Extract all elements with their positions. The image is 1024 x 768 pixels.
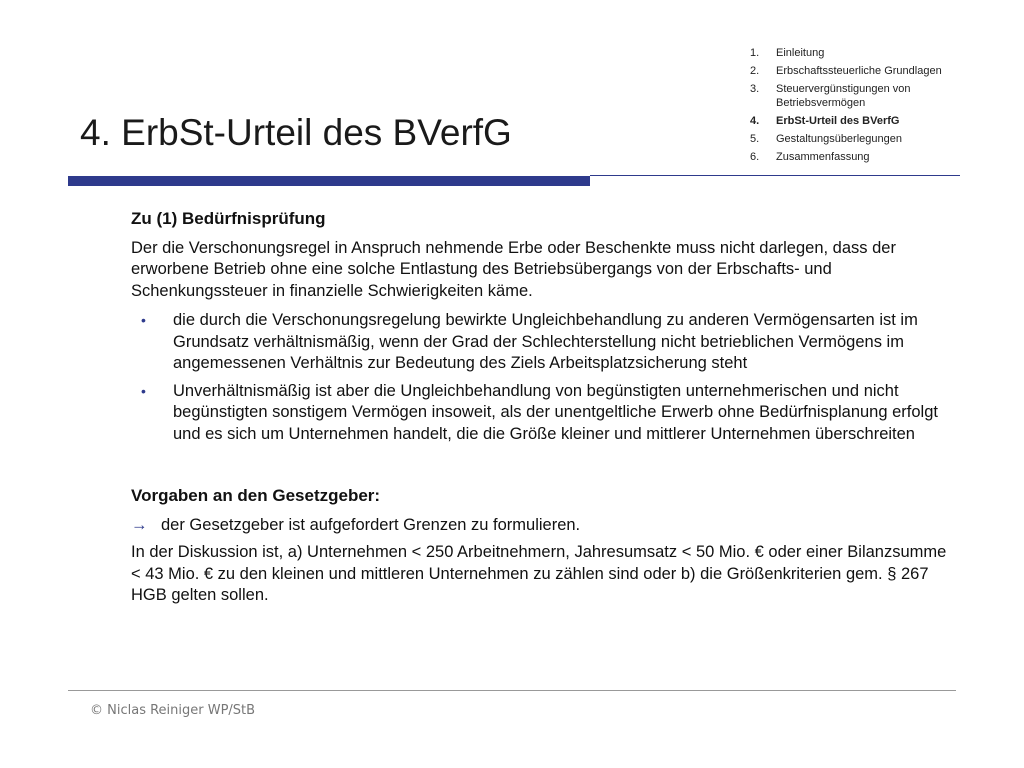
title-rule-bar xyxy=(68,176,590,186)
agenda-item-active xyxy=(750,114,960,128)
agenda-item-number: 2. xyxy=(750,65,760,77)
agenda-item-number: 1. xyxy=(750,47,760,59)
slide-title: 4. ErbSt-Urteil des BVerfG xyxy=(80,112,512,153)
agenda-item xyxy=(750,64,960,78)
agenda-item-label: Gestaltungsüberlegungen xyxy=(776,133,902,145)
agenda-item xyxy=(750,82,960,110)
agenda-item-label: Einleitung xyxy=(776,47,825,59)
section-paragraph: In der Diskussion ist, a) Unternehmen < 250 Arbeitnehmern, Jahresumsatz < 50 Mio. € oder einer Bilanzsumme < 43 Mio. € zu den kleinen und mittleren Unternehmen zu zählen sind oder b) die Größenkriterien gem. § 267 HGB gelten sollen. xyxy=(131,543,947,604)
agenda-item-label: Erbschaftssteuerliche Grundlagen xyxy=(776,65,942,77)
arrow-text: der Gesetzgeber ist aufgefordert Grenzen zu formulieren. xyxy=(161,515,581,534)
section-heading: Vorgaben an den Gesetzgeber: xyxy=(131,486,381,505)
bullet-icon: • xyxy=(141,382,146,399)
agenda-item-number: 5. xyxy=(750,133,760,145)
section-paragraph: Der die Verschonungsregel in Anspruch nehmende Erbe oder Beschenkte muss nicht darlegen, dass der erworbene Betrieb ohne eine solche Entlastung des Betriebsübergangs von der Erbschafts- und Schenkungssteuer in finanzielle Schwierigkeiten käme. xyxy=(131,238,896,300)
agenda-item-number: 4. xyxy=(750,115,760,127)
bullet-item xyxy=(131,381,951,446)
arrow-right-icon: → xyxy=(131,515,148,534)
agenda-list xyxy=(750,46,960,168)
agenda-item xyxy=(750,150,960,164)
bullet-text: die durch die Verschonungsregelung bewirkte Ungleichbehandlung zu anderen Vermögensarten ist im Grundsatz verhältnismäßig, wenn der Grad der Schlechterstellung nicht betrieblichen Vermögens im angemessenen Verhältnis zur Bedeutung des Ziels Arbeitsplatzsicherung steht xyxy=(173,311,918,372)
bullet-list xyxy=(131,310,951,445)
title-rule-line xyxy=(590,175,960,176)
agenda-item-label: Zusammenfassung xyxy=(776,151,870,163)
agenda-item xyxy=(750,46,960,60)
agenda-item-number: 3. xyxy=(750,83,760,95)
arrow-item xyxy=(131,515,951,537)
agenda-item-label: ErbSt-Urteil des BVerfG xyxy=(776,115,900,127)
bullet-text: Unverhältnismäßig ist aber die Ungleichbehandlung von begünstigten unternehmerischen und nicht begünstigten sonstigem Vermögen insoweit, als der unentgeltliche Erwerb ohne Bedürfnisplanung erfolgt und es sich um Unternehmen handelt, die die Größe kleiner und mittlerer Unternehmen überschreiten xyxy=(173,381,938,443)
footer-rule xyxy=(68,690,956,691)
section-heading: Zu (1) Bedürfnisprüfung xyxy=(131,209,326,228)
agenda-item xyxy=(750,132,960,146)
bullet-icon: • xyxy=(141,312,146,328)
footer-copyright: © Niclas Reiniger WP/StB xyxy=(90,703,256,718)
bullet-item xyxy=(131,310,951,375)
slide-content xyxy=(131,208,951,607)
agenda-item-number: 6. xyxy=(750,151,760,163)
agenda-item-label: Steuervergünstigungen von Betriebsvermögen xyxy=(776,83,911,109)
